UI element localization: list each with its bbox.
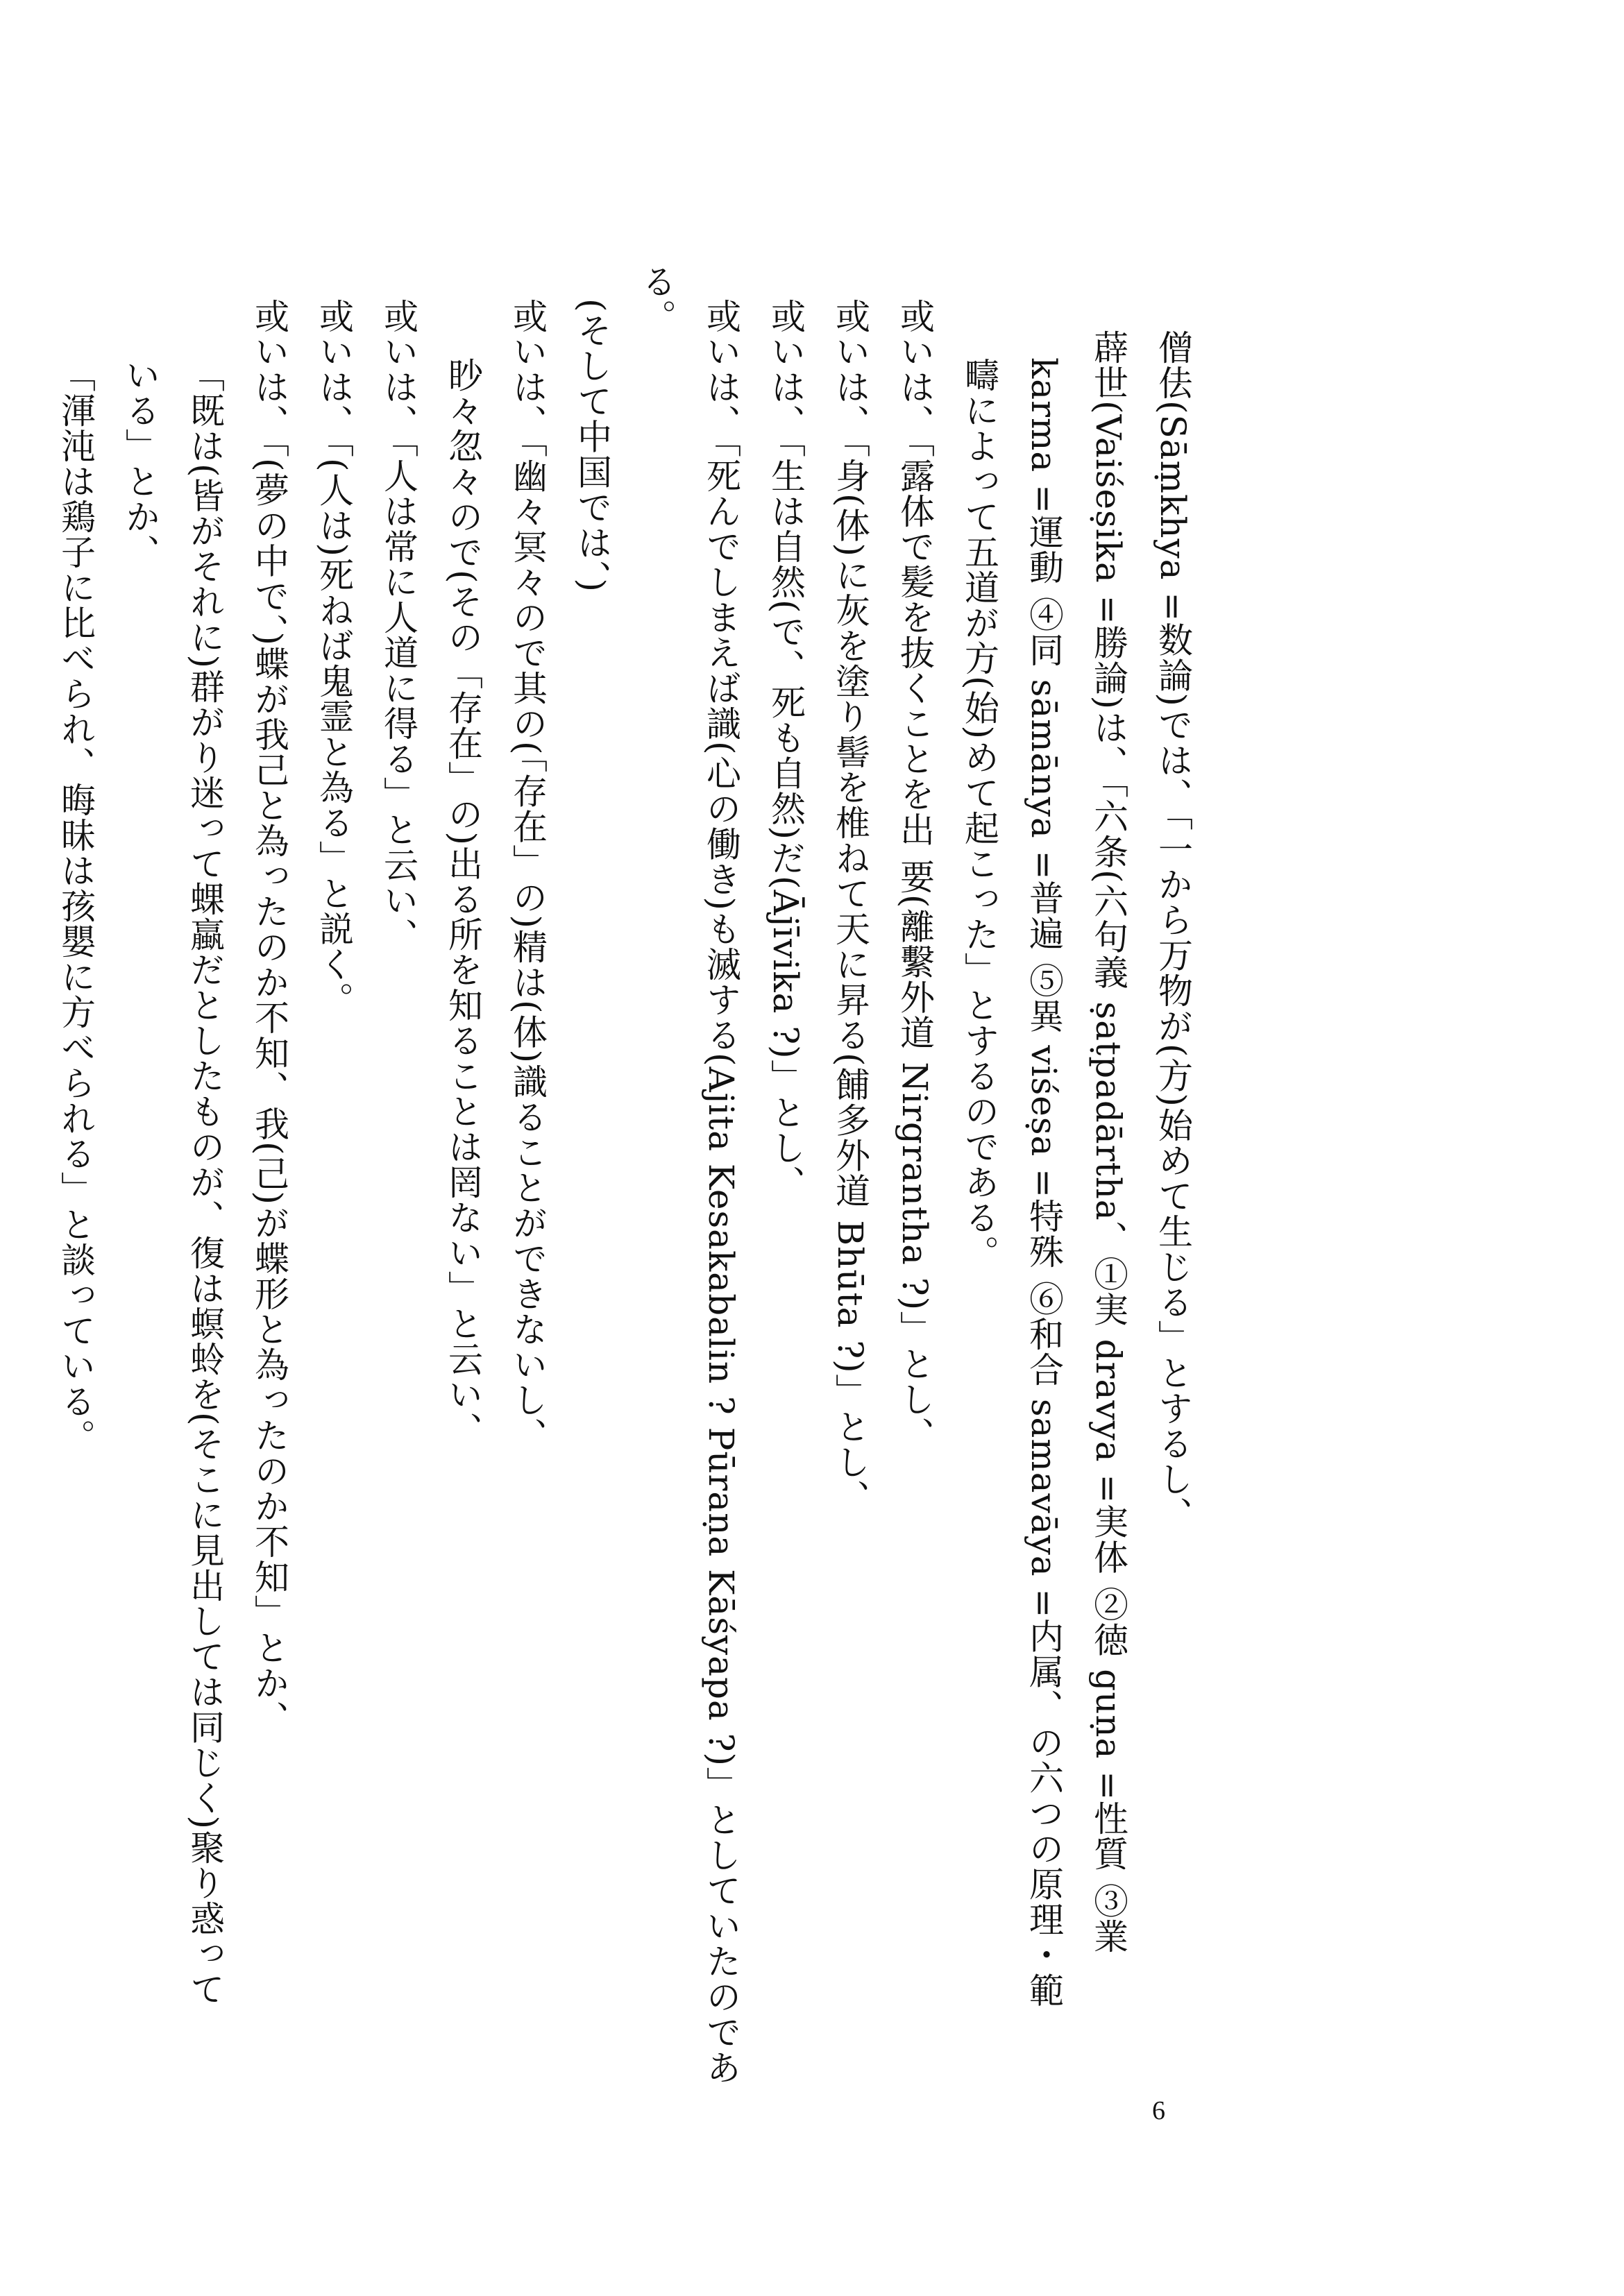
text-line-10: (そして中国では、) — [572, 298, 612, 593]
text-line-15: 或いは、「(夢の中で、)蝶が我己と為ったのか不知、我(己)が蝶形と為ったのか不知」とか、 — [249, 298, 289, 1737]
text-line-1: 僧佉(Sāṃkhya =数論)では、「一から万物が(方)始めて生じる」とするし、 — [1153, 330, 1193, 1532]
text-line-18: 「渾沌は鶏子に比べられ、晦昧は孩嬰に方べられる」と談っている。 — [56, 357, 96, 1454]
text-line-11: 或いは、「幽々冥々ので其の(「存在」の)精は(体)識ることができないし、 — [507, 298, 548, 1454]
text-line-8: 或いは、「死んでしまえば識(心の働き)も滅する(Ajita Kesakabalin ? Pūraṇa Kāśyapa ?)」としていたのであ — [701, 298, 741, 2086]
text-line-16: 「既は(皆がそれに)群がり迷って蜾蠃だとしたものが、復は螟蛉を(そこに見出しては同じく)聚り惑って — [185, 357, 225, 2007]
text-line-5: 或いは、「露体で髪を抜くことを出 要(離繫外道 Nirgrantha ?)」とし、 — [895, 298, 935, 1453]
text-line-3: karma =運動 ④同 sāmānya =普遍 ⑤異 viśeṣa =特殊 ⑥和合 samavāya =内属、の六つの原理・範 — [1024, 357, 1064, 2008]
text-line-12: 眇々忽々ので(その「存在」の)出る所を知ることは罔ない」と云い、 — [443, 357, 483, 1448]
text-line-6: 或いは、「身(体)に灰を塗り髻を椎ねて天に昇る(餔多外道 Bhūta ?)」とし、 — [830, 298, 870, 1515]
text-line-9: る。 — [636, 264, 677, 334]
text-line-17: いる」とか、 — [120, 357, 160, 570]
page-number: 6 — [1152, 2096, 1165, 2125]
text-line-2: 薜世(Vaiśeṣika =勝論)は、「六条(六句義 ṣaṭpadārtha、①実 dravya =実体 ②徳 guṇa =性質 ③業 — [1088, 330, 1128, 1955]
text-line-13: 或いは、「人は常に人道に得る」と云い、 — [378, 298, 418, 953]
text-line-14: 或いは、「(人は)死ねば鬼霊と為る」と説く。 — [314, 298, 354, 1018]
text-line-4: 疇によって五道が方(始)めて起こった」とするのである。 — [959, 357, 999, 1271]
text-line-7: 或いは、「生は自然(で、死も自然)だ(Ājīvika ?)」とし、 — [766, 298, 806, 1201]
